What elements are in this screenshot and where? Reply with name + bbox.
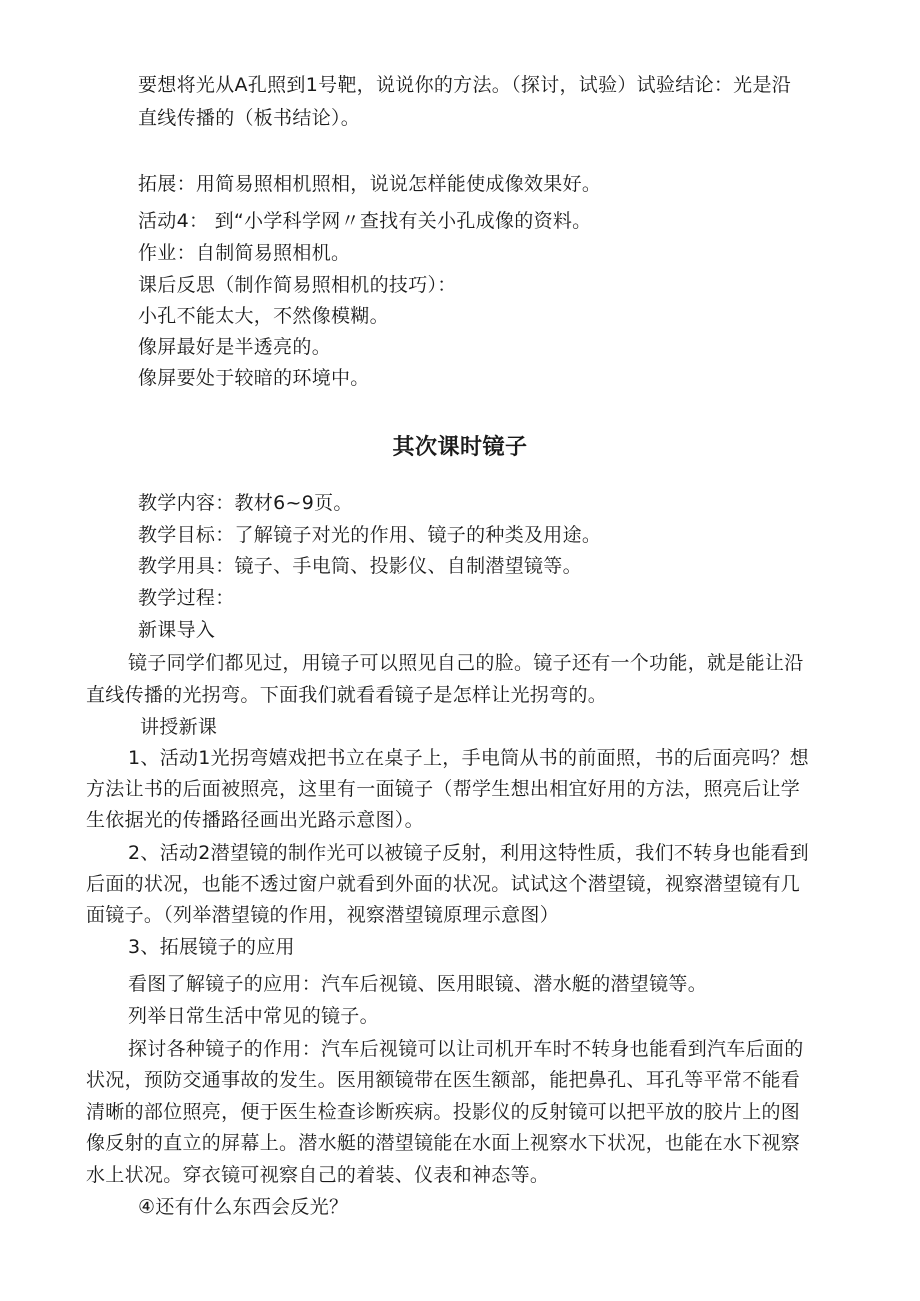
tip-line-2: 像屏最好是半透亮的。 xyxy=(138,336,332,358)
question-line: ④还有什么东西会反光？ xyxy=(138,1196,349,1218)
item2-line-3: 面镜子。（列举潜望镜的作用，视察潜望镜原理示意图） xyxy=(86,904,560,926)
teaching-process: 教学过程： xyxy=(138,587,235,609)
item1-line-1: 1、活动1光拐弯嬉戏把书立在桌子上，手电筒从书的前面照，书的后面亮吗？想 xyxy=(128,747,809,769)
teaching-tools: 教学用具：镜子、手电筒、投影仪、自制潜望镜等。 xyxy=(138,555,582,577)
paragraph-method-line2: 直线传播的（板书结论）。 xyxy=(138,107,361,129)
reflection-text: 课后反思（制作简易照相机的技巧）： xyxy=(138,274,457,296)
section-title: 其次课时镜子 xyxy=(392,435,528,460)
teach-heading: 讲授新课 xyxy=(140,716,218,738)
intro-heading: 新课导入 xyxy=(138,619,216,641)
application-line: 看图了解镜子的应用：汽车后视镜、医用眼镜、潜水艇的潜望镜等。 xyxy=(128,973,708,995)
item1-line-3: 生依据光的传播路径画出光路示意图）。 xyxy=(86,809,424,831)
item2-line-2: 后面的状况，也能不透过窗户就看到外面的状况。试试这个潜望镜，视察潜望镜有几 xyxy=(86,873,801,895)
teaching-goal: 教学目标：了解镜子对光的作用、镜子的种类及用途。 xyxy=(138,524,602,546)
intro-line-1: 镜子同学们都见过，用镜子可以照见自己的脸。镜子还有一个功能，就是能让沿 xyxy=(128,652,804,674)
teaching-content: 教学内容：教材6~9页。 xyxy=(138,492,353,514)
extension-text: 拓展：用简易照相机照相，说说怎样能使成像效果好。 xyxy=(138,173,602,195)
activity4-text: 活动4： 到“小学科学网〃查找有关小孔成像的资料。 xyxy=(138,210,592,232)
discuss-line-4: 像反射的直立的屏幕上。潜水艇的潜望镜能在水面上视察水下状况，也能在水下视察 xyxy=(86,1132,801,1154)
discuss-line-2: 状况，预防交通事故的发生。医用额镜带在医生额部，能把鼻孔、耳孔等平常不能看 xyxy=(86,1069,801,1091)
tip-line-3: 像屏要处于较暗的环境中。 xyxy=(138,367,370,389)
discuss-line-1: 探讨各种镜子的作用：汽车后视镜可以让司机开车时不转身也能看到汽车后面的 xyxy=(128,1038,804,1060)
paragraph-method-line1: 要想将光从A孔照到1号靶，说说你的方法。（探讨，试验）试验结论：光是沿 xyxy=(138,74,792,96)
tip-line-1: 小孔不能太大，不然像模糊。 xyxy=(138,305,389,327)
item3-heading: 3、拓展镜子的应用 xyxy=(128,936,295,958)
item1-line-2: 方法让书的后面被照亮，这里有一面镜子（帮学生想出相宜好用的方法，照亮后让学 xyxy=(86,778,801,800)
homework-text: 作业：自制简易照相机。 xyxy=(138,242,351,264)
discuss-line-5: 水上状况。穿衣镜可视察自己的着装、仪表和神态等。 xyxy=(86,1164,550,1186)
discuss-line-3: 清晰的部位照亮，便于医生检查诊断疾病。投影仪的反射镜可以把平放的胶片上的图 xyxy=(86,1101,801,1123)
intro-line-2: 直线传播的光拐弯。下面我们就看看镜子是怎样让光拐弯的。 xyxy=(86,684,608,706)
item2-line-1: 2、活动2潜望镜的制作光可以被镜子反射，利用这特性质，我们不转身也能看到 xyxy=(128,842,809,864)
list-line: 列举日常生活中常见的镜子。 xyxy=(128,1005,379,1027)
